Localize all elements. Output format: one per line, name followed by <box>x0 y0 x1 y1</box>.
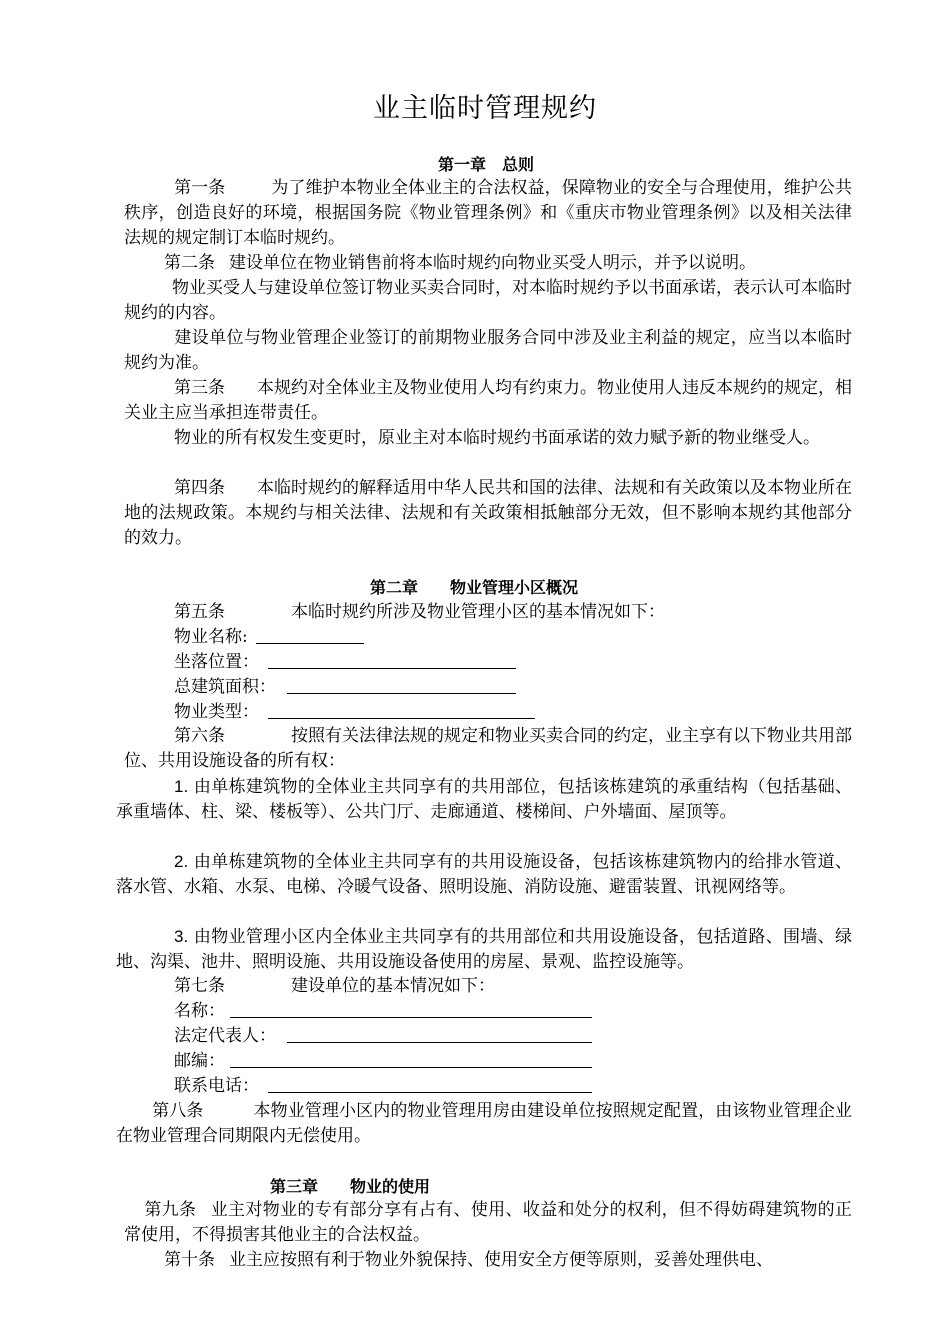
article-6-number: 第六条 <box>174 726 225 746</box>
contact-phone-blank[interactable] <box>268 1092 592 1093</box>
developer-name-label: 名称： <box>174 1001 225 1021</box>
article-9 <box>124 1198 852 1248</box>
item-3-number: 3. <box>174 927 189 946</box>
article-2-paragraph-3-text: 建设单位与物业管理企业签订的前期物业服务合同中涉及业主利益的规定，应当以本临时规约为准。 <box>124 328 852 373</box>
article-6-text: 按照有关法律法规的规定和物业买卖合同的约定，业主享有以下物业共用部位、共用设施设备的所有权： <box>124 726 852 771</box>
article-3 <box>124 376 852 426</box>
chapter-1-heading: 第一章 总则 <box>438 155 535 174</box>
article-5 <box>174 600 665 625</box>
article-2 <box>124 251 852 276</box>
article-2-paragraph-3 <box>124 326 852 376</box>
item-1 <box>116 774 852 825</box>
item-2 <box>116 849 852 900</box>
article-10-number: 第十条 <box>164 1250 215 1270</box>
contact-phone-label: 联系电话： <box>174 1076 259 1096</box>
article-3-number: 第三条 <box>174 378 225 398</box>
article-8-number: 第八条 <box>152 1101 204 1121</box>
item-2-text: 由单栋建筑物的全体业主共同享有的共用设施设备，包括该栋建筑物内的给排水管道、落水管、水箱、水泵、电梯、冷暖气设备、照明设施、消防设施、避雷装置、讯视网络等。 <box>116 852 852 897</box>
legal-representative-label: 法定代表人： <box>174 1026 276 1046</box>
property-name-label: 物业名称: <box>174 627 248 647</box>
postal-code-label: 邮编： <box>174 1051 225 1071</box>
article-7-number: 第七条 <box>174 976 225 996</box>
article-1-number: 第一条 <box>174 178 226 198</box>
article-2-paragraph-2 <box>124 276 852 326</box>
article-3-paragraph-2 <box>124 426 852 451</box>
property-location-label: 坐落位置： <box>174 652 259 672</box>
article-6 <box>124 724 852 774</box>
article-5-number: 第五条 <box>174 602 225 622</box>
property-type-label: 物业类型： <box>174 702 259 722</box>
document-title: 业主临时管理规约 <box>373 93 597 124</box>
article-10 <box>124 1248 852 1273</box>
article-3-text: 本规约对全体业主及物业使用人均有约束力。物业使用人违反本规约的规定，相关业主应当承担连带责任。 <box>124 378 852 423</box>
item-1-number: 1. <box>174 777 189 796</box>
article-4-number: 第四条 <box>174 478 225 498</box>
article-5-text: 本临时规约所涉及物业管理小区的基本情况如下： <box>291 602 665 622</box>
developer-name-blank[interactable] <box>230 1017 592 1018</box>
item-3 <box>116 924 852 975</box>
article-7-text: 建设单位的基本情况如下： <box>291 976 495 996</box>
chapter-2-heading: 第二章 物业管理小区概况 <box>370 578 579 597</box>
article-4-text: 本临时规约的解释适用中华人民共和国的法律、法规和有关政策以及本物业所在地的法规政策。本规约与相关法律、法规和有关政策相抵触部分无效，但不影响本规约其他部分的效力。 <box>124 478 852 548</box>
article-10-text: 业主应按照有利于物业外貌保持、使用安全方便等原则，妥善处理供电、 <box>229 1250 773 1270</box>
article-8-text: 本物业管理小区内的物业管理用房由建设单位按照规定配置，由该物业管理企业在物业管理合同期限内无偿使用。 <box>116 1101 853 1146</box>
article-2-text: 建设单位在物业销售前将本临时规约向物业买受人明示，并予以说明。 <box>229 253 756 273</box>
article-4 <box>124 476 852 551</box>
total-floor-area-label: 总建筑面积： <box>174 677 276 697</box>
article-2-paragraph-2-text: 物业买受人与建设单位签订物业买卖合同时，对本临时规约予以书面承诺，表示认可本临时规约的内容。 <box>124 278 852 323</box>
legal-representative-blank[interactable] <box>287 1042 592 1043</box>
chapter-3-heading: 第三章 物业的使用 <box>270 1177 431 1196</box>
item-1-text: 由单栋建筑物的全体业主共同享有的共用部位，包括该栋建筑的承重结构（包括基础、承重墙体、柱、梁、楼板等）、公共门厅、走廊通道、楼梯间、户外墙面、屋顶等。 <box>116 777 852 822</box>
article-8 <box>116 1099 852 1149</box>
postal-code-blank[interactable] <box>230 1067 592 1068</box>
property-name-blank[interactable] <box>256 643 364 644</box>
article-9-text: 业主对物业的专有部分享有占有、使用、收益和处分的权利，但不得妨碍建筑物的正常使用，不得损害其他业主的合法权益。 <box>124 1200 853 1245</box>
item-3-text: 由物业管理小区内全体业主共同享有的共用部位和共用设施设备，包括道路、围墙、绿地、沟渠、池井、照明设施、共用设施设备使用的房屋、景观、监控设施等。 <box>116 927 852 972</box>
article-3-paragraph-2-text: 物业的所有权发生变更时，原业主对本临时规约书面承诺的效力赋予新的物业继受人。 <box>174 428 820 448</box>
property-location-blank[interactable] <box>268 668 516 669</box>
article-7 <box>174 974 495 999</box>
article-9-number: 第九条 <box>144 1200 197 1220</box>
total-floor-area-blank[interactable] <box>287 693 516 694</box>
item-2-number: 2. <box>174 852 189 871</box>
article-1-text: 为了维护本物业全体业主的合法权益，保障物业的安全与合理使用，维护公共秩序，创造良好的环境，根据国务院《物业管理条例》和《重庆市物业管理条例》以及相关法律法规的规定制订本临时规约。 <box>124 178 853 248</box>
property-type-blank[interactable] <box>268 718 535 719</box>
article-2-number: 第二条 <box>164 253 215 273</box>
article-1 <box>124 176 852 251</box>
